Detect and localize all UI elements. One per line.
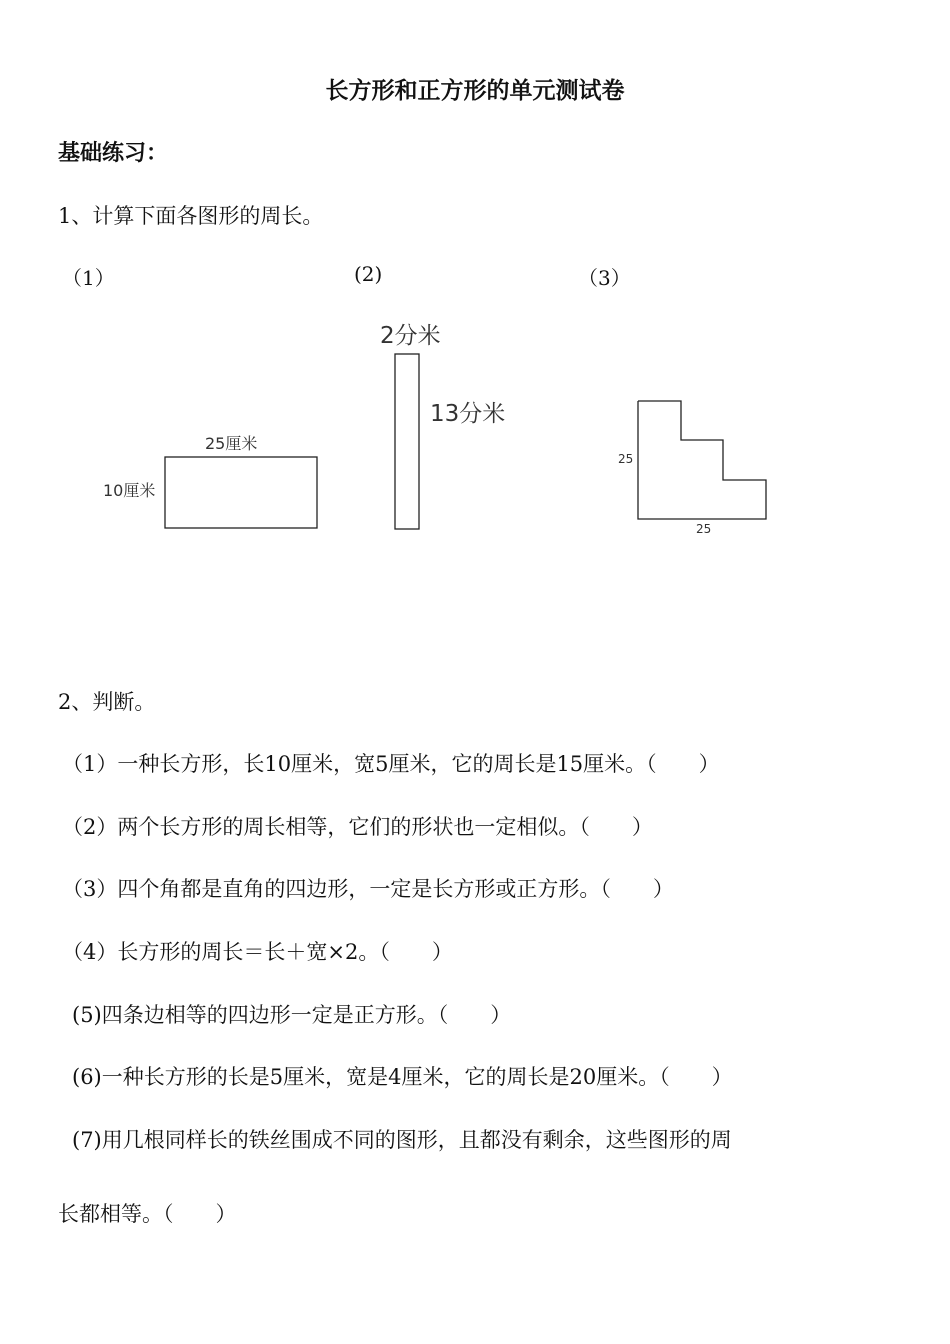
figure-2-right-label: 13分米 <box>430 401 506 427</box>
figure-2-top-label: 2分米 <box>380 323 441 349</box>
tall-rectangle-shape <box>395 354 419 529</box>
question-2-heading: 2、判断。 <box>58 690 156 714</box>
judgement-item-7: (7)用几根同样长的铁丝围成不同的图形，且都没有剩余，这些图形的周 <box>72 1128 732 1152</box>
staircase-shape <box>638 401 766 519</box>
section-heading: 基础练习： <box>58 140 169 166</box>
judgement-item-2: （2）两个长方形的周长相等，它们的形状也一定相似。（ ） <box>62 815 653 839</box>
figure-3-label: （3） <box>578 266 631 290</box>
figure-2-rectangle <box>370 312 520 534</box>
judgement-item-1: （1）一种长方形，长10厘米，宽5厘米，它的周长是15厘米。（ ） <box>62 752 720 776</box>
figure-1-rectangle <box>95 425 335 540</box>
figure-3-left-label: 25 <box>618 452 634 466</box>
rectangle-shape <box>165 457 317 528</box>
judgement-item-6: (6)一种长方形的长是5厘米，宽是4厘米，它的周长是20厘米。（ ） <box>72 1065 733 1089</box>
figure-2-label: (2) <box>354 262 383 286</box>
page-title: 长方形和正方形的单元测试卷 <box>325 77 625 104</box>
figure-1-label: （1） <box>62 266 115 290</box>
judgement-item-5: (5)四条边相等的四边形一定是正方形。（ ） <box>72 1003 512 1027</box>
figure-3-staircase <box>612 392 782 542</box>
question-1-heading: 1、计算下面各图形的周长。 <box>58 204 324 228</box>
figure-3-bottom-label: 25 <box>696 522 712 536</box>
judgement-item-3: （3）四个角都是直角的四边形，一定是长方形或正方形。（ ） <box>62 877 674 901</box>
judgement-item-7-continued: 长都相等。（ ） <box>58 1202 237 1226</box>
judgement-item-4: （4）长方形的周长＝长＋宽×2。（ ） <box>62 940 453 964</box>
figure-1-top-label: 25厘米 <box>205 434 258 453</box>
figure-1-left-label: 10厘米 <box>103 481 156 500</box>
